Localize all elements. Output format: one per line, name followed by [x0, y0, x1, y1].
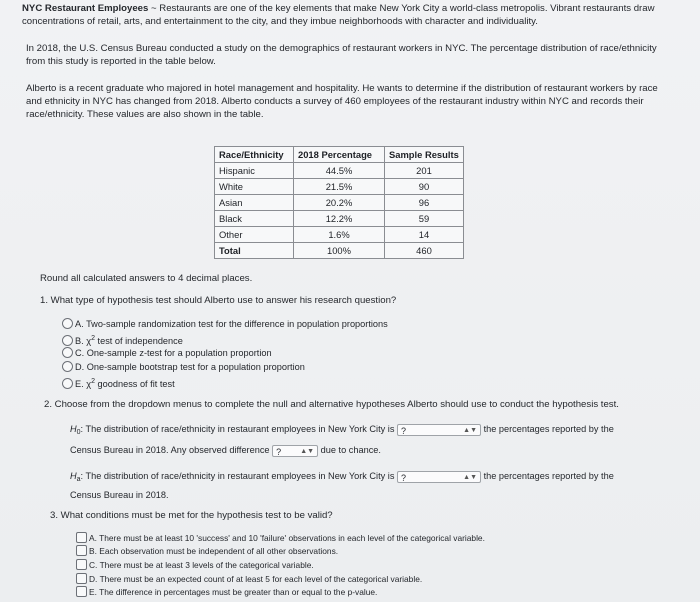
option-letter: B. [75, 336, 84, 346]
h0-line2: Census Bureau in 2018. Any observed difference [70, 445, 270, 455]
intro-text: Restaurants are one of the key elements that make New York City a world-class metropolis. Vibrant restaurants draw concentrations of retail, arts, and entertainment to the city, and they imbue neighborhoods with character and individuality. [22, 3, 655, 27]
q3-option-e[interactable] [76, 586, 377, 598]
question-2-prompt: 2. Choose from the dropdown menus to complete the null and alternative hypotheses Alberto should use to conduct the hypothesis test. [44, 399, 619, 410]
census-paragraph: In 2018, the U.S. Census Bureau conducted a study on the demographics of restaurant workers in NYC. The percentage distribution of race/ethnicity from this study is reported in the table below. [26, 43, 657, 67]
cell: 1.6% [294, 227, 385, 243]
option-letter: A. [75, 319, 84, 329]
h0-comparison-dropdown[interactable] [397, 424, 481, 436]
checkbox[interactable] [76, 586, 87, 597]
option-text: One-sample z-test for a population proportion [86, 348, 272, 358]
option-text: There must be at least 10 'success' and 10 'failure' observations in each level of the categorical variable. [99, 533, 485, 543]
option-text: test of independence [97, 336, 183, 346]
chi-symbol: χ [86, 379, 92, 389]
cell: Other [215, 227, 294, 243]
option-text: Each observation must be independent of all other observations. [99, 546, 339, 556]
option-text: Two-sample randomization test for the difference in population proportions [86, 319, 388, 329]
cell: 100% [294, 243, 385, 259]
option-letter: B. [89, 546, 97, 556]
radio-button[interactable] [62, 378, 73, 389]
q3-option-d[interactable] [76, 573, 422, 585]
dropdown-arrow-icon: ▲▼ [300, 447, 315, 455]
radio-button[interactable] [62, 335, 73, 346]
chi-square-exponent: 2 [91, 378, 95, 385]
q1-option-c[interactable] [62, 347, 272, 359]
checkbox[interactable] [76, 545, 87, 556]
question-1-prompt: 1. What type of hypothesis test should Alberto use to answer his research question? [40, 295, 397, 306]
cell: 59 [385, 211, 464, 227]
radio-button[interactable] [62, 318, 73, 329]
ha-subscript: a [76, 476, 81, 483]
q1-option-d[interactable] [62, 361, 305, 373]
cell: 90 [385, 179, 464, 195]
ha-comparison-dropdown[interactable] [397, 471, 481, 483]
table-row [215, 211, 464, 227]
ha-after-text: the percentages reported by the [483, 471, 614, 481]
cell: 201 [385, 163, 464, 179]
table-row [215, 227, 464, 243]
option-letter: C. [89, 560, 98, 570]
table-row [215, 163, 464, 179]
h0-subscript: 0 [76, 429, 81, 436]
option-letter: D. [75, 362, 85, 372]
null-hypothesis [70, 423, 630, 457]
radio-button[interactable] [62, 361, 73, 372]
dropdown-value: ? [401, 472, 407, 483]
header-sample: Sample Results [385, 147, 464, 163]
table-row-total [215, 243, 464, 259]
q3-option-b[interactable] [76, 545, 338, 557]
data-table [214, 146, 464, 259]
q3-option-c[interactable] [76, 559, 314, 571]
intro-title: NYC Restaurant Employees [22, 3, 149, 14]
table-header-row [215, 147, 464, 163]
h0-end-text: due to chance. [320, 445, 381, 455]
h0-difference-dropdown[interactable] [272, 445, 318, 457]
checkbox[interactable] [76, 559, 87, 570]
option-letter: E. [75, 379, 84, 389]
ha-line2: Census Bureau in 2018. [70, 490, 169, 500]
dropdown-value: ? [401, 425, 407, 436]
option-letter: A. [89, 533, 97, 543]
dropdown-arrow-icon: ▲▼ [463, 426, 477, 434]
q1-option-a[interactable] [62, 318, 388, 330]
header-race: Race/Ethnicity [215, 147, 294, 163]
cell: Asian [215, 195, 294, 211]
option-letter: C. [75, 348, 85, 358]
ha-symbol: H [70, 471, 77, 481]
q3-option-a[interactable] [76, 532, 485, 544]
option-text: There must be an expected count of at least 5 for each level of the categorical variable. [99, 574, 423, 584]
cell: 12.2% [294, 211, 385, 227]
cell: Total [215, 243, 294, 259]
dropdown-value: ? [276, 446, 282, 457]
option-text: One-sample bootstrap test for a population proportion [86, 362, 305, 372]
option-letter: E. [89, 587, 97, 597]
intro-paragraph [22, 2, 672, 28]
chi-symbol: χ [86, 336, 92, 346]
cell: White [215, 179, 294, 195]
cell: 96 [385, 195, 464, 211]
chi-square-exponent: 2 [91, 335, 95, 342]
q1-option-b[interactable] [62, 333, 183, 347]
h0-after-text: the percentages reported by the [483, 424, 614, 434]
h0-text: : The distribution of race/ethnicity in restaurant employees in New York City is [80, 424, 395, 434]
dropdown-arrow-icon: ▲▼ [463, 473, 477, 481]
option-text: There must be at least 3 levels of the categorical variable. [99, 560, 314, 570]
radio-button[interactable] [62, 347, 73, 358]
option-text: The difference in percentages must be greater than or equal to the p-value. [99, 587, 378, 597]
rounding-note: Round all calculated answers to 4 decimal places. [40, 273, 253, 284]
table-row [215, 195, 464, 211]
table-row [215, 179, 464, 195]
cell: 21.5% [294, 179, 385, 195]
option-text: goodness of fit test [97, 379, 175, 389]
alternative-hypothesis [70, 470, 630, 501]
cell: 460 [385, 243, 464, 259]
header-2018: 2018 Percentage [294, 147, 385, 163]
q1-option-e[interactable] [62, 376, 175, 390]
intro-dash: ~ [148, 3, 160, 14]
h0-symbol: H [70, 424, 77, 434]
checkbox[interactable] [76, 532, 87, 543]
cell: Hispanic [215, 163, 294, 179]
option-letter: D. [89, 574, 98, 584]
cell: Black [215, 211, 294, 227]
cell: 14 [385, 227, 464, 243]
cell: 44.5% [294, 163, 385, 179]
ha-text: : The distribution of race/ethnicity in restaurant employees in New York City is [80, 471, 395, 481]
alberto-paragraph: Alberto is a recent graduate who majored in hotel management and hospitality. He wants to determine if the distribution of restaurant workers by race and ethnicity in NYC has changed from 2018. Alberto conducts a survey of 460 employees of the restaurant industry within NYC and records their race/ethnicity. These values are also shown in the table. [26, 83, 658, 120]
question-3-prompt: 3. What conditions must be met for the hypothesis test to be valid? [50, 510, 333, 521]
cell: 20.2% [294, 195, 385, 211]
checkbox[interactable] [76, 573, 87, 584]
